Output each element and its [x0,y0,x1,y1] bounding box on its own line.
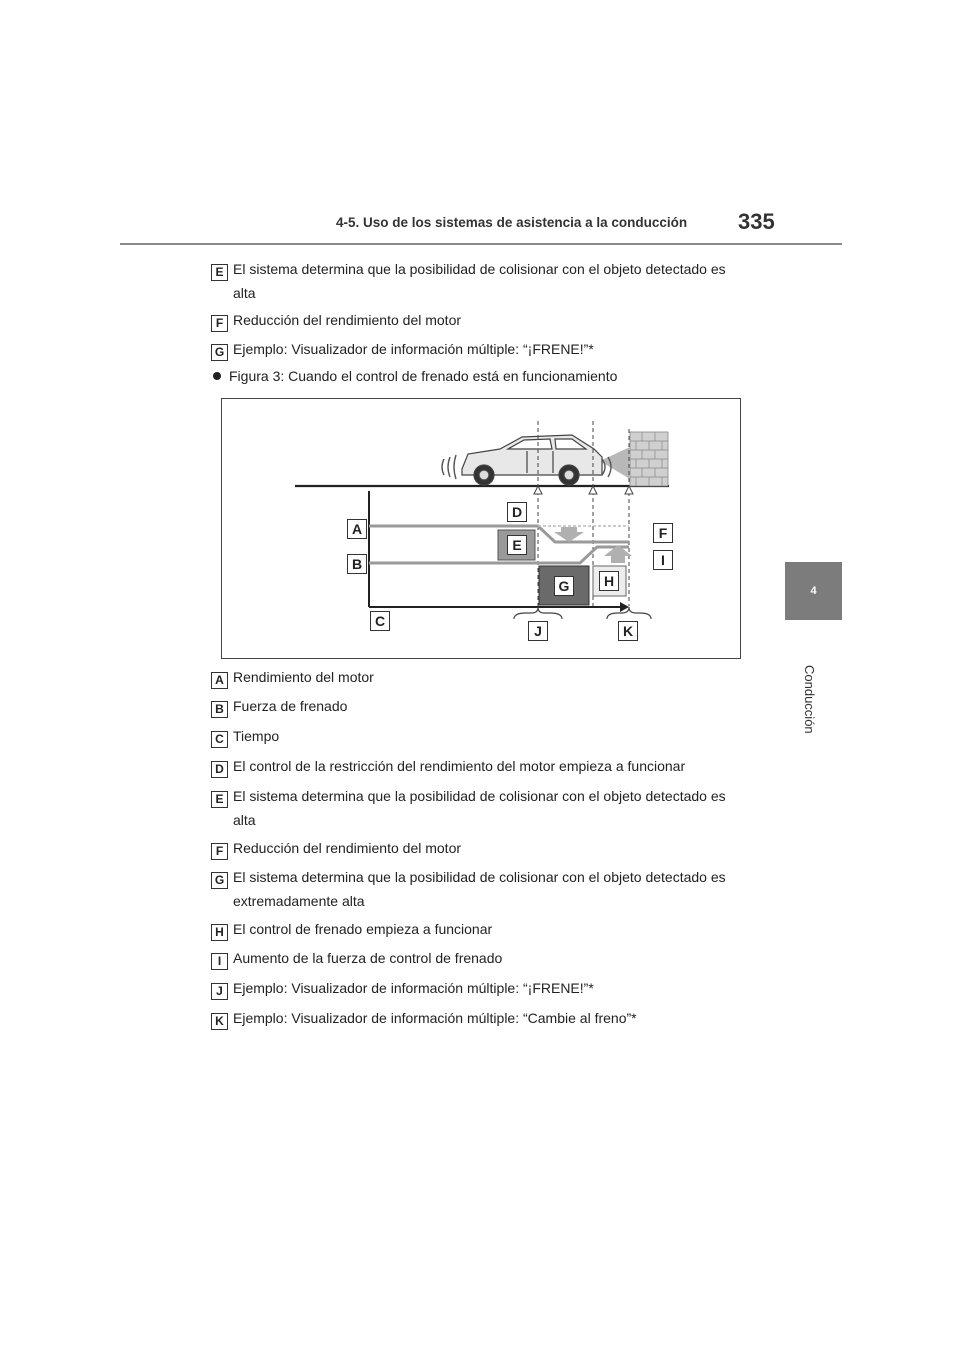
legend-item [211,946,502,970]
legend-text: Ejemplo: Visualizador de información múltiple: “¡FRENE!”* [233,980,594,996]
legend-item [211,836,461,860]
letter-badge: A [211,672,228,689]
letter-badge: F [211,315,228,332]
legend-text: Fuerza de frenado [233,698,348,714]
letter-badge: J [211,983,228,1000]
list-item [211,337,594,361]
letter-badge: E [211,791,228,808]
letter-badge: H [211,924,228,941]
legend-text: El control de la restricción del rendimiento del motor empieza a funcionar [233,758,686,774]
figure-label-e: E [507,535,527,555]
k-brace [607,607,651,619]
header-divider [120,243,842,245]
chapter-label: Conducción [802,665,817,734]
page-number: 335 [738,209,775,234]
figure-label-h: H [599,571,619,591]
legend-text: Rendimiento del motor [233,669,374,685]
legend-text: El sistema determina que la posibilidad de colisionar con el objeto detectado es [233,869,726,885]
letter-badge: G [211,344,228,361]
legend-text-continued: alta [233,812,256,828]
legend-item [211,694,347,718]
legend-text: Aumento de la fuerza de control de frenado [233,950,503,966]
legend-text: El sistema determina que la posibilidad de colisionar con el objeto detectado es [233,788,726,804]
letter-badge: G [211,872,228,889]
legend-text: Ejemplo: Visualizador de información múltiple: “Cambie al freno”* [233,1010,637,1026]
list-item [211,308,461,332]
j-brace [514,607,562,619]
figure-label-a: A [347,519,367,539]
figure-label-d: D [507,502,527,522]
item-text: Ejemplo: Visualizador de información múltiple: “¡FRENE!”* [233,341,594,357]
legend-item [211,724,279,748]
legend-item [211,1006,637,1030]
figure-caption-text: Figura 3: Cuando el control de frenado está en funcionamiento [229,368,618,384]
letter-badge: F [211,843,228,860]
car-icon [462,435,602,485]
letter-badge: B [211,701,228,718]
item-text: El sistema determina que la posibilidad de colisionar con el objeto detectado es [233,261,726,277]
letter-badge: C [211,731,228,748]
legend-text-continued: extremadamente alta [233,893,365,909]
figure-label-b: B [347,554,367,574]
list-item [211,257,726,305]
section-title: 4-5. Uso de los sistemas de asistencia a la conducción [336,215,688,230]
item-text-continued: alta [233,285,256,301]
figure-label-c: C [370,611,390,631]
legend-text: Reducción del rendimiento del motor [233,840,462,856]
legend-item [211,784,726,832]
legend-text: El control de frenado empieza a funcionar [233,921,493,937]
legend-text: Tiempo [233,728,280,744]
legend-item [211,865,726,913]
event-markers [534,486,633,494]
figure-label-g: G [554,576,574,596]
chapter-number: 4 [810,585,817,597]
figure-caption [213,364,617,388]
figure-label-j: J [528,621,548,641]
figure-label-k: K [618,621,638,641]
decrease-arrow-icon [554,527,584,542]
letter-badge: D [211,761,228,778]
item-text: Reducción del rendimiento del motor [233,312,462,328]
letter-badge: E [211,264,228,281]
legend-item [211,754,685,778]
legend-item [211,665,374,689]
chapter-tab[interactable] [785,562,842,620]
figure-label-i: I [653,550,673,570]
legend-item [211,976,594,1000]
figure-label-f: F [653,523,673,543]
bullet-icon [213,372,221,380]
letter-badge: I [211,953,228,970]
legend-item [211,917,492,941]
braking-control-figure [221,398,741,659]
letter-badge: K [211,1013,228,1030]
brick-wall-icon [630,432,668,486]
